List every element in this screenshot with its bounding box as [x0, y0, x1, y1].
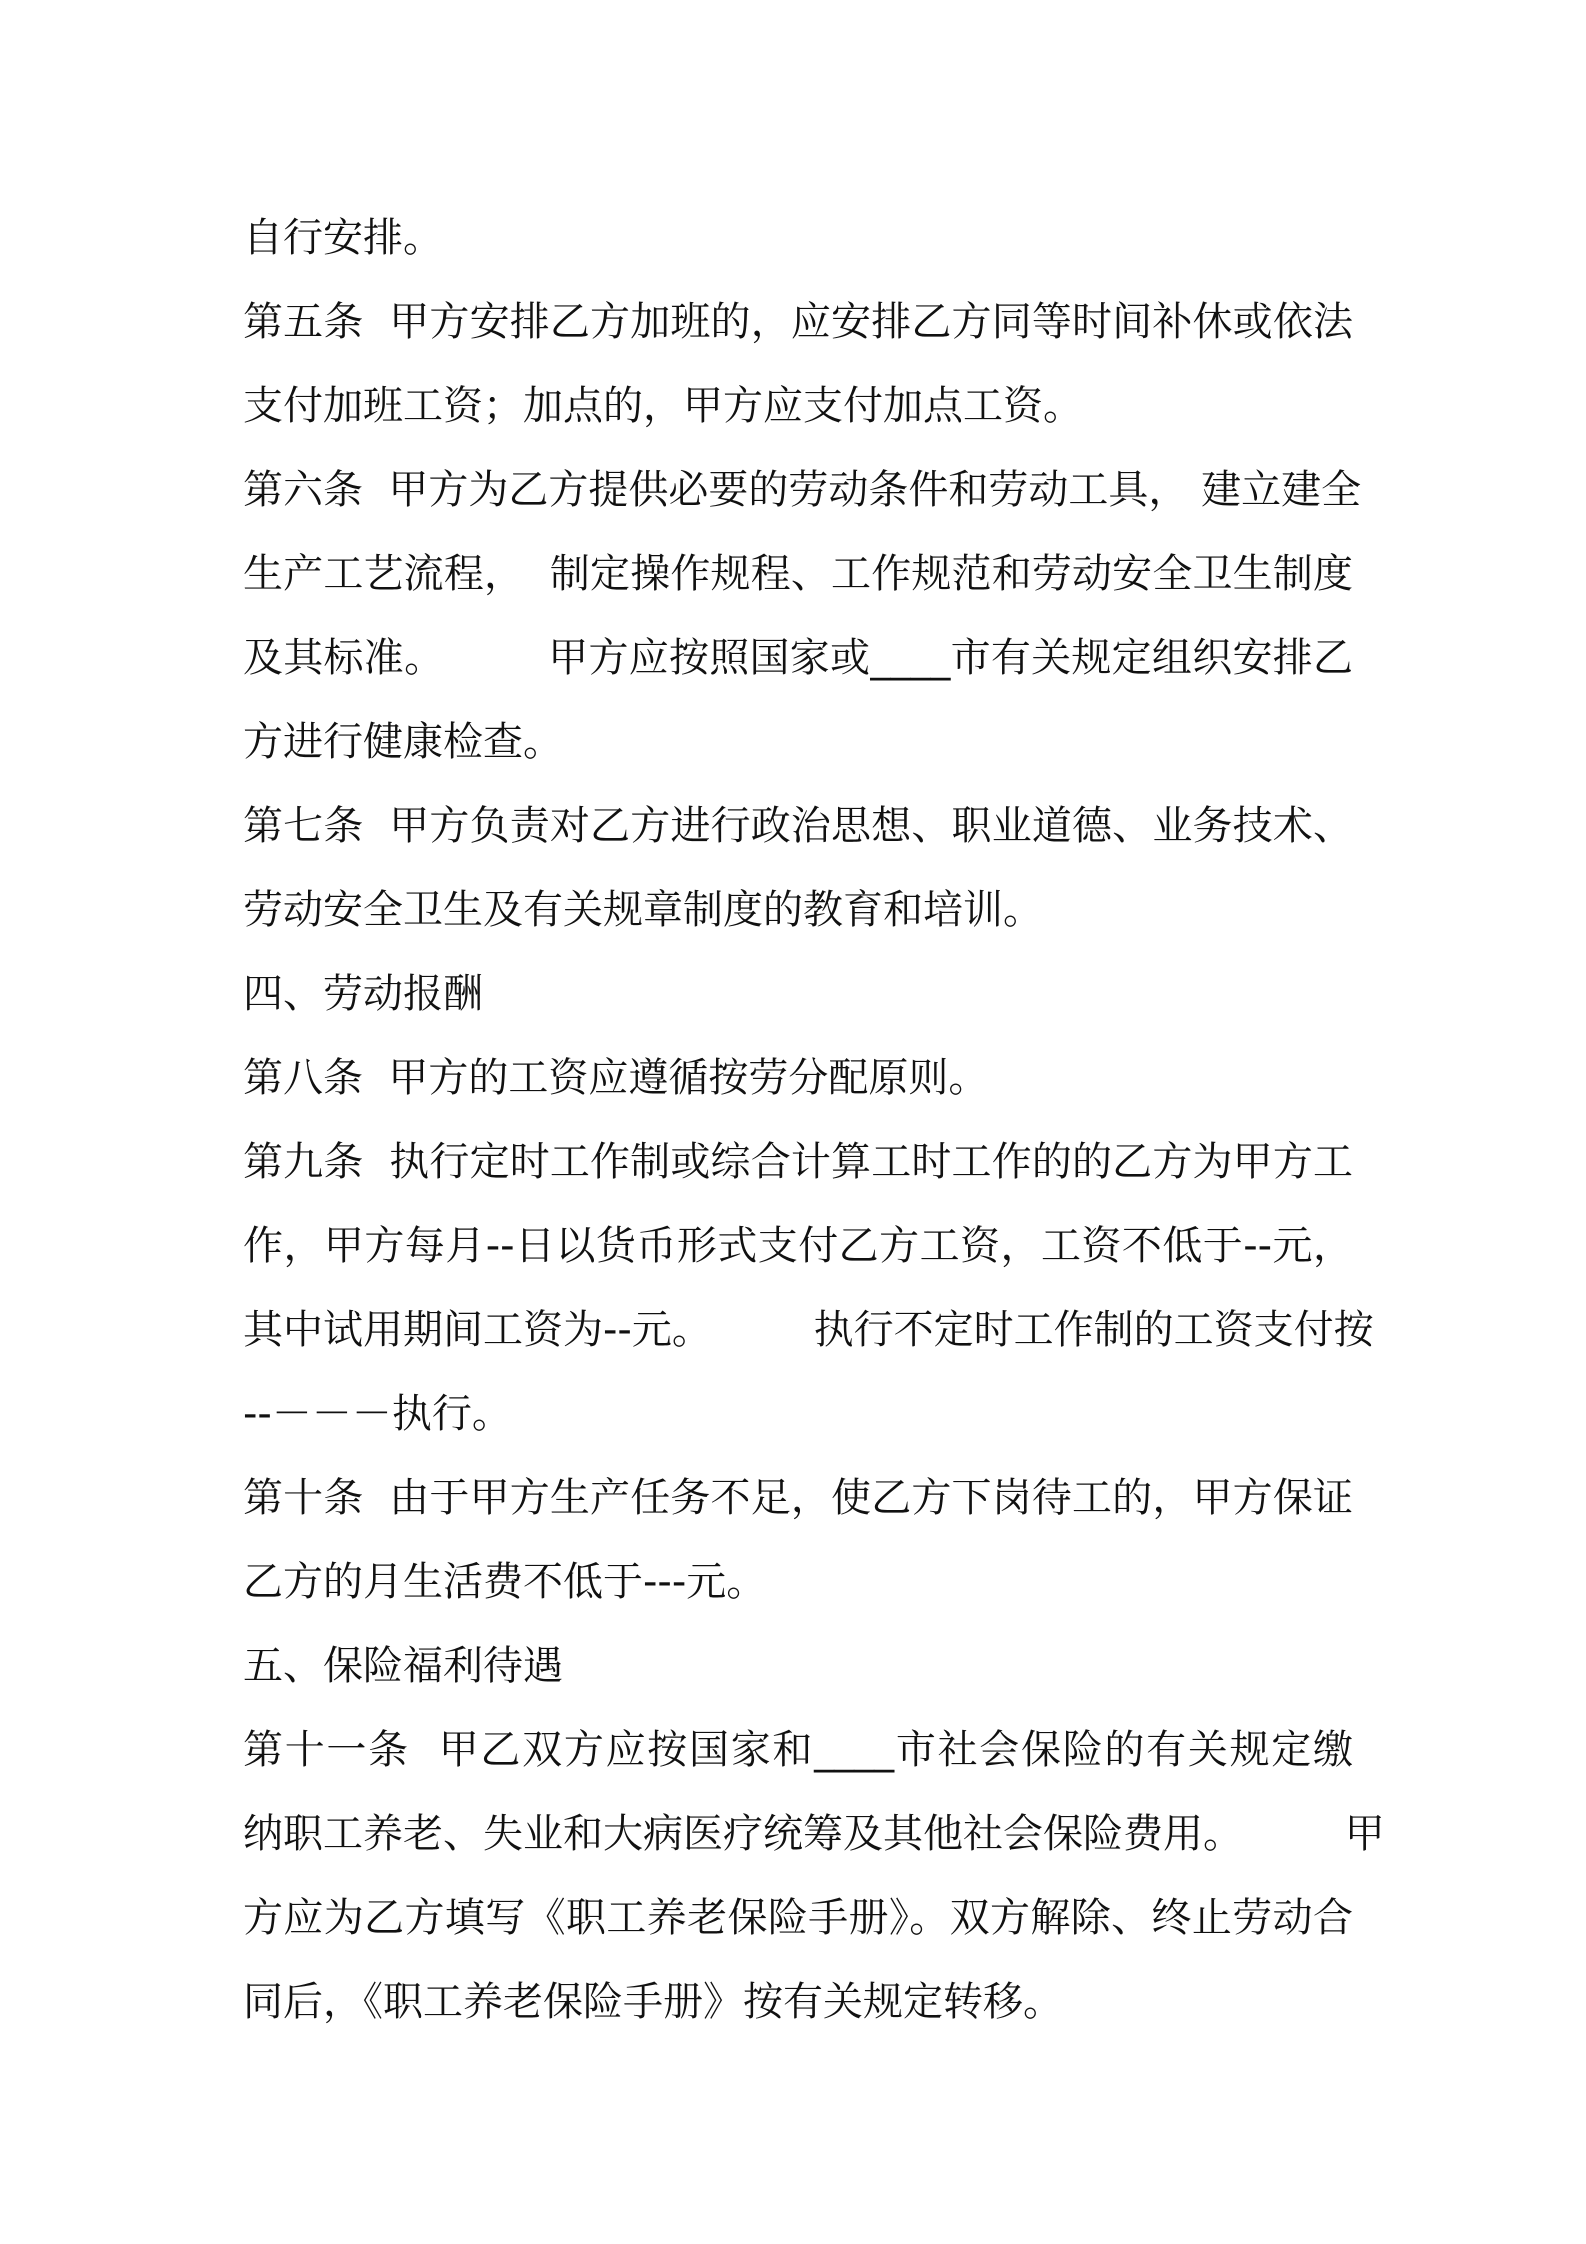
text-line: 作，甲方每月--日以货币形式支付乙方工资，工资不低于--元， [243, 1223, 1353, 1269]
text-line: 第五条 甲方安排乙方加班的，应安排乙方同等时间补休或依法 [243, 299, 1353, 345]
text-line: 其中试用期间工资为--元。 执行不定时工作制的工资支付按 [243, 1307, 1374, 1353]
text-line: --－－－执行。 [243, 1391, 512, 1437]
text-line: 劳动安全卫生及有关规章制度的教育和培训。 [243, 887, 1043, 933]
text-line: 同后，《职工养老保险手册》按有关规定转移。 [243, 1979, 1063, 2025]
text-line: 第六条 甲方为乙方提供必要的劳动条件和劳动工具， 建立建全 [243, 467, 1362, 513]
text-line: 生产工艺流程， 制定操作规程、工作规范和劳动安全卫生制度 [243, 551, 1353, 597]
text-line: 及其标准。 甲方应按照国家或____市有关规定组织安排乙 [243, 635, 1353, 681]
text-line: 方应为乙方填写《职工养老保险手册》。双方解除、终止劳动合 [243, 1895, 1353, 1941]
text-line: 第八条 甲方的工资应遵循按劳分配原则。 [243, 1055, 989, 1101]
text-line: 方进行健康检查。 [243, 719, 563, 765]
section-heading: 五、保险福利待遇 [243, 1643, 563, 1689]
text-line: 纳职工养老、失业和大病医疗统筹及其他社会保险费用。 甲 [243, 1811, 1385, 1857]
text-line: 支付加班工资；加点的，甲方应支付加点工资。 [243, 383, 1083, 429]
text-line: 自行安排。 [243, 215, 443, 261]
text-line: 第九条 执行定时工作制或综合计算工时工作的的乙方为甲方工 [243, 1139, 1353, 1185]
text-line: 乙方的月生活费不低于---元。 [243, 1559, 767, 1605]
text-line: 第七条 甲方负责对乙方进行政治思想、职业道德、业务技术、 [243, 803, 1353, 849]
text-line: 第十一条 甲乙双方应按国家和____市社会保险的有关规定缴 [243, 1727, 1353, 1773]
section-heading: 四、劳动报酬 [243, 971, 483, 1017]
text-line: 第十条 由于甲方生产任务不足，使乙方下岗待工的，甲方保证 [243, 1475, 1353, 1521]
document-body [243, 196, 1385, 2044]
